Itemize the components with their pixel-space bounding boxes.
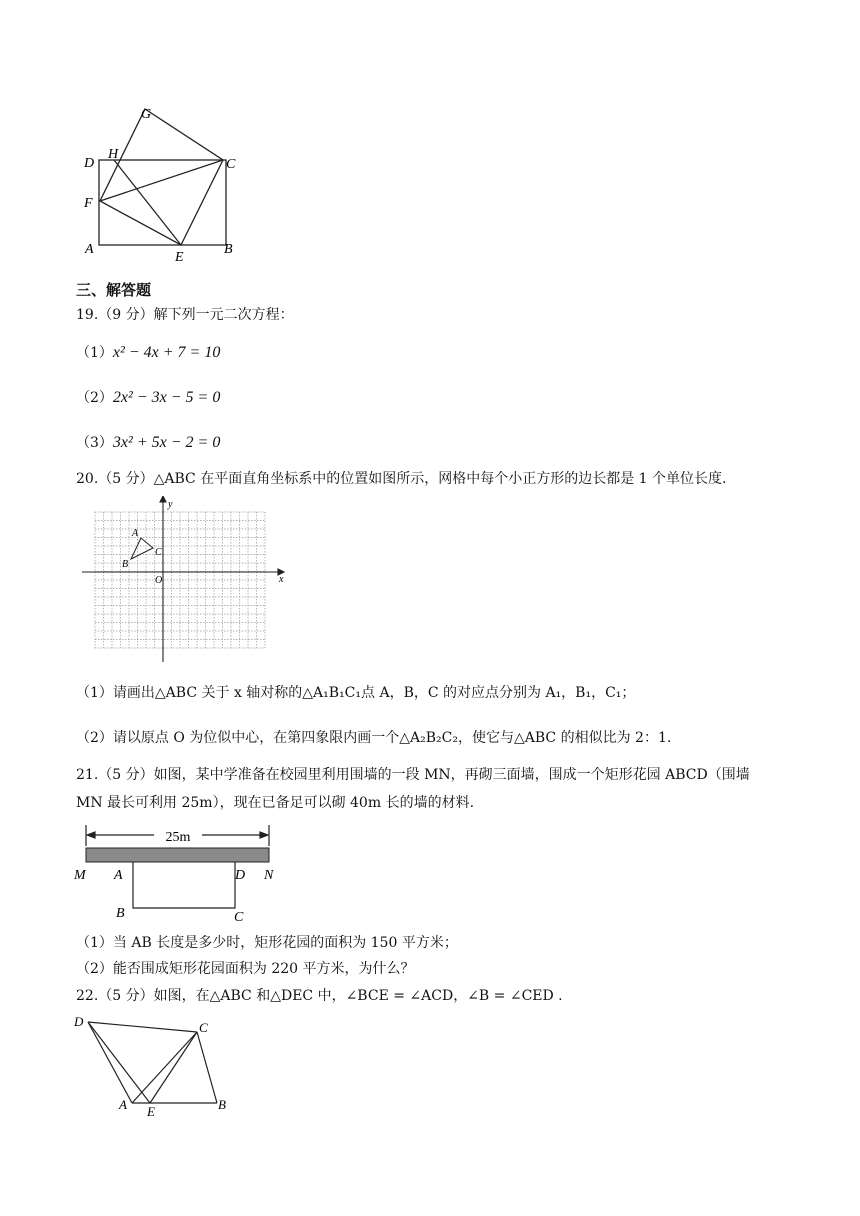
label-h: H xyxy=(108,147,119,162)
figure-q20-grid xyxy=(80,496,290,666)
figure-q21 xyxy=(70,822,290,924)
label-f: F xyxy=(84,196,93,211)
dimension-arrow-right xyxy=(260,832,268,838)
q21-stem-line2: MN 最长可利用 25m），现在已备足可以砌 40m 长的墙的材料. xyxy=(76,795,475,811)
label-a: A xyxy=(114,868,123,883)
label-m: M xyxy=(74,868,86,883)
q21-stem-line1: 21.（5 分）如图，某中学准备在校园里利用围墙的一段 MN，再砌三面墙，围成一个矩形花园 ABCD（围墙 xyxy=(76,767,750,783)
q19-part1 xyxy=(76,343,220,363)
y-axis-arrow xyxy=(160,496,166,502)
label-a: A xyxy=(132,528,139,539)
q19-part3 xyxy=(76,433,220,453)
q21-part2: （2）能否围成矩形花园面积为 220 平方米，为什么？ xyxy=(76,961,415,977)
label-e: E xyxy=(175,250,184,265)
label-a: A xyxy=(119,1097,127,1112)
segment-ec xyxy=(150,1032,197,1103)
figure-q22 xyxy=(70,1012,240,1118)
label-d: D xyxy=(84,156,95,171)
q20-part2: （2）请以原点 O 为位似中心，在第四象限内画一个△A₂B₂C₂，使它与△ABC 的相似比为 2：1. xyxy=(76,730,672,746)
label-b: B xyxy=(116,906,125,921)
rectangle-abcd xyxy=(99,160,226,245)
q22-stem: 22.（5 分）如图，在△ABC 和△DEC 中，∠BCE = ∠ACD，∠B = ∠CED . xyxy=(76,988,563,1004)
figure-q18 xyxy=(78,100,248,266)
segment-ac xyxy=(132,1032,197,1103)
label-n: N xyxy=(264,868,274,883)
label-b: B xyxy=(224,242,233,257)
q19-part1-equation: x² − 4x + 7 = 10 xyxy=(112,344,221,361)
label-c: C xyxy=(234,910,244,924)
label-g: G xyxy=(141,107,152,122)
q19-part3-num: （3） xyxy=(76,435,113,451)
q19-stem: 19.（9 分）解下列一元二次方程： xyxy=(76,307,294,323)
label-c: C xyxy=(155,547,162,558)
dimension-label: 25m xyxy=(165,830,191,845)
segment-dc xyxy=(88,1022,197,1032)
label-c: C xyxy=(199,1020,208,1035)
section-title: 三、解答题 xyxy=(76,281,152,299)
square-cgfe xyxy=(100,109,223,245)
segment-da xyxy=(88,1022,132,1103)
rectangle-garden xyxy=(133,862,235,908)
label-b: B xyxy=(122,559,129,570)
label-a: A xyxy=(85,242,94,257)
q20-part1: （1）请画出△ABC 关于 x 轴对称的△A₁B₁C₁点 A，B，C 的对应点分别为 A₁，B₁，C₁； xyxy=(76,685,636,701)
label-d: D xyxy=(235,868,246,883)
q19-part2-equation: 2x² − 3x − 5 = 0 xyxy=(112,389,221,406)
q19-part1-num: （1） xyxy=(76,345,113,361)
label-d: D xyxy=(74,1014,84,1029)
q19-part3-equation: 3x² + 5x − 2 = 0 xyxy=(112,434,221,451)
q20-stem: 20.（5 分）△ABC 在平面直角坐标系中的位置如图所示，网格中每个小正方形的边长都是 1 个单位长度. xyxy=(76,471,727,487)
q19-part2 xyxy=(76,388,220,408)
segment-ge xyxy=(114,160,181,245)
q19-part2-num: （2） xyxy=(76,390,113,406)
label-x: x xyxy=(279,574,284,585)
segment-de xyxy=(88,1022,150,1103)
segment-cb xyxy=(197,1032,217,1103)
dimension-arrow-left xyxy=(87,832,95,838)
wall-mn xyxy=(86,848,269,862)
triangle-abc xyxy=(131,538,153,559)
label-e: E xyxy=(147,1104,155,1118)
label-c: C xyxy=(226,157,236,172)
coordinate-grid xyxy=(95,512,265,648)
label-y: y xyxy=(168,499,173,510)
label-o: O xyxy=(155,575,163,586)
label-b: B xyxy=(218,1097,226,1112)
q21-part1: （1）当 AB 长度是多少时，矩形花园的面积为 150 平方米； xyxy=(76,935,458,951)
